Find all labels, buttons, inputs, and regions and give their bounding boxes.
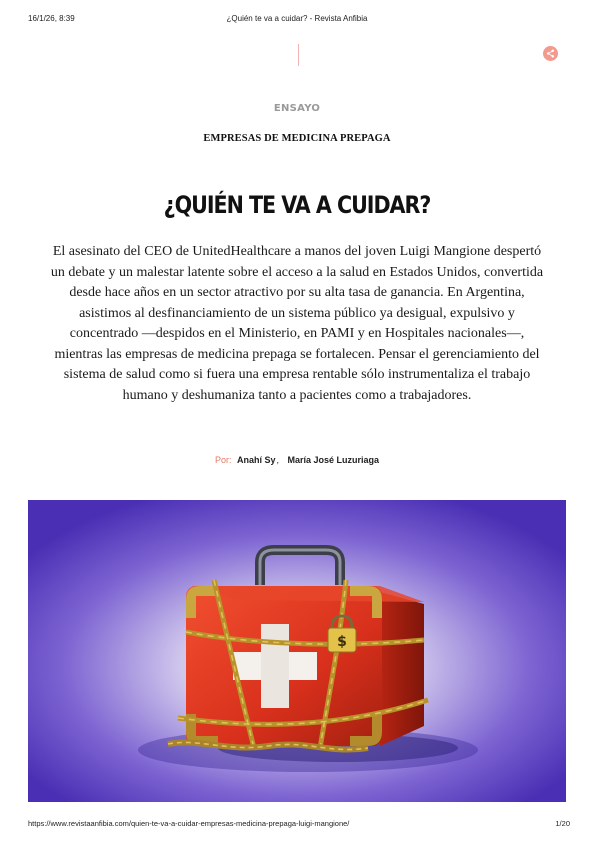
print-date: 16/1/26, 8:39 — [28, 14, 75, 23]
print-url: https://www.revistaanfibia.com/quien-te-va-a-cuidar-empresas-medicina-prepaga-luigi-mangione/ — [28, 819, 350, 828]
share-icon — [546, 49, 555, 58]
print-title: ¿Quién te va a cuidar? - Revista Anfibia — [226, 14, 368, 23]
header-divider — [298, 44, 299, 66]
topic-label[interactable]: EMPRESAS DE MEDICINA PREPAGA — [203, 133, 391, 144]
byline — [0, 455, 594, 465]
author-link[interactable]: Anahí Sy — [236, 455, 276, 465]
article-lead: El asesinato del CEO de UnitedHealthcare a manos del joven Luigi Mangione despertó un debate y un malestar latente sobre el acceso a la salud en Estados Unidos, convertida desde hace años en un sector atractivo por su alta tasa de ganancia. En Argentina, asistimos al desfinanciamiento de un sistema público ya desigual, expulsivo y concentrado —despidos en el Ministerio, en PAMI y en Hospitales nacionales—, mientras las empresas de medicina prepaga se fortalecen. Pensar el gerenciamiento del sistema de salud como si fuera una empresa rentable sólo instrumentaliza el trabajo humano y deshumaniza tanto a pacientes como a trabajadores. — [50, 244, 544, 403]
byline-label: Por: — [214, 455, 232, 465]
padlock-dollar-symbol: $ — [337, 634, 347, 650]
print-header — [0, 14, 594, 28]
hero-image — [28, 500, 566, 802]
print-footer — [0, 819, 594, 831]
chained-medical-case-illustration — [28, 500, 566, 802]
share-button[interactable] — [543, 46, 558, 61]
page-number: 1/20 — [555, 819, 570, 828]
byline-separator: , — [276, 455, 279, 465]
article-headline: ¿QUIÉN TE VA A CUIDAR? — [163, 191, 431, 219]
section-label[interactable]: ENSAYO — [273, 103, 321, 114]
author-link[interactable]: María José Luzuriaga — [287, 455, 380, 465]
